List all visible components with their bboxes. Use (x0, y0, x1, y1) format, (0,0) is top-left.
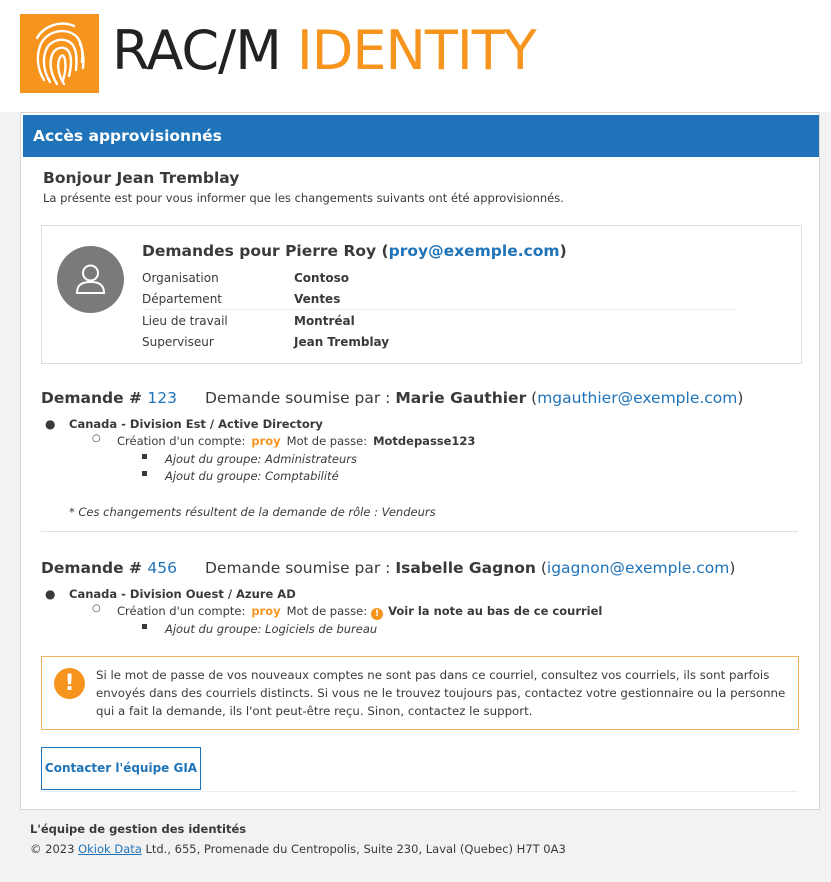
request-number-link[interactable]: 456 (147, 559, 178, 577)
system-name: Canada - Division Est / Active Directory (69, 417, 323, 431)
password-value: Voir la note au bas de ce courriel (388, 604, 603, 618)
request-title (41, 559, 735, 577)
info-label: Département (142, 292, 222, 306)
group-text: Ajout du groupe: Logiciels de bureau (165, 622, 378, 636)
info-row-superviseur (142, 332, 737, 353)
info-row-organisation (142, 268, 737, 289)
submitted-by-label: Demande soumise par : (205, 389, 396, 407)
username: proy (251, 434, 281, 448)
email-card (20, 112, 820, 810)
paren-open: ( (526, 389, 538, 407)
group-item (165, 452, 357, 466)
paren-open: ( (535, 559, 547, 577)
copyright-prefix: © 2023 (30, 842, 79, 856)
footer-title: L'équipe de gestion des identités (30, 822, 247, 836)
submitter-email-link[interactable]: igagnon@exemple.com (546, 559, 730, 577)
profile-title-suffix: ) (559, 242, 567, 260)
brand-part-2: IDENTITY (296, 19, 536, 82)
info-value: Jean Tremblay (294, 335, 390, 349)
card-title: Accès approvisionnés (23, 115, 819, 157)
user-icon (57, 246, 124, 313)
circle-bullet-icon: ○ (92, 433, 101, 444)
brand-logo (112, 18, 536, 84)
account-item (92, 603, 603, 620)
footer-divider (41, 791, 798, 792)
request-title (41, 389, 743, 407)
request-label: Demande # (41, 389, 148, 407)
alert-text: Si le mot de passe de vos nouveaux comptes ne sont pas dans ce courriel, consultez vos courriels, ils sont parfois envoyés dans des courriels distincts. Si vous ne le trouvez toujours pas, contactez votre gestionnaire ou la personne qui a fait la demande, ils l'ont peut-être reçu. Sinon, contactez le support. (96, 668, 786, 718)
account-label: Création d'un compte: (117, 434, 246, 448)
paren-close: ) (729, 559, 736, 577)
password-value: Motdepasse123 (373, 434, 476, 448)
circle-bullet-icon: ○ (92, 603, 101, 614)
request-number-link[interactable]: 123 (147, 389, 178, 407)
profile-email-link[interactable]: proy@exemple.com (388, 242, 560, 260)
contact-team-button[interactable]: Contacter l'équipe GIA (41, 747, 201, 790)
account-item (92, 433, 476, 448)
bullet-icon: ● (45, 417, 56, 431)
email-header (0, 0, 831, 112)
password-label: Mot de passe: (286, 434, 368, 448)
submitter-name: Marie Gauthier (395, 389, 527, 407)
copyright-suffix: Ltd., 655, Promenade du Centropolis, Suite 230, Laval (Quebec) H7T 0A3 (141, 842, 566, 856)
profile-title (142, 242, 567, 260)
system-item (45, 587, 296, 601)
group-item (165, 622, 377, 636)
submitted-by-label: Demande soumise par : (205, 559, 396, 577)
square-bullet-icon (142, 471, 147, 476)
role-note: * Ces changements résultent de la demande de rôle : Vendeurs (69, 505, 436, 519)
info-label: Organisation (142, 271, 219, 285)
profile-panel (41, 225, 802, 364)
group-text: Ajout du groupe: Administrateurs (165, 452, 357, 466)
footer-copyright (30, 842, 566, 856)
square-bullet-icon (142, 454, 147, 459)
password-alert (41, 656, 799, 730)
info-row-departement (142, 289, 737, 310)
profile-title-prefix: Demandes pour Pierre Roy ( (142, 242, 389, 260)
request-divider (41, 531, 798, 532)
request-label: Demande # (41, 559, 148, 577)
submitter-name: Isabelle Gagnon (395, 559, 536, 577)
system-item (45, 417, 323, 431)
system-name: Canada - Division Ouest / Azure AD (69, 587, 296, 601)
info-label: Superviseur (142, 335, 214, 349)
info-row-lieu (142, 311, 737, 332)
submitter-email-link[interactable]: mgauthier@exemple.com (537, 389, 738, 407)
greeting: Bonjour Jean Tremblay (43, 169, 240, 187)
warning-icon: ! (54, 668, 85, 699)
brand-part-1: RAC/M (112, 19, 281, 82)
group-item (165, 469, 339, 483)
username: proy (251, 604, 281, 618)
password-label: Mot de passe: (286, 604, 368, 618)
fingerprint-icon (20, 14, 99, 93)
info-value: Montréal (294, 314, 355, 328)
square-bullet-icon (142, 624, 147, 629)
intro-text: La présente est pour vous informer que les changements suivants ont été approvisionnés. (43, 191, 564, 205)
bullet-icon: ● (45, 587, 56, 601)
info-value: Contoso (294, 271, 349, 285)
info-value: Ventes (294, 292, 341, 306)
warning-icon: ! (371, 608, 383, 620)
account-label: Création d'un compte: (117, 604, 246, 618)
group-text: Ajout du groupe: Comptabilité (165, 469, 339, 483)
company-link[interactable]: Okiok Data (78, 842, 142, 856)
info-label: Lieu de travail (142, 314, 228, 328)
paren-close: ) (737, 389, 744, 407)
